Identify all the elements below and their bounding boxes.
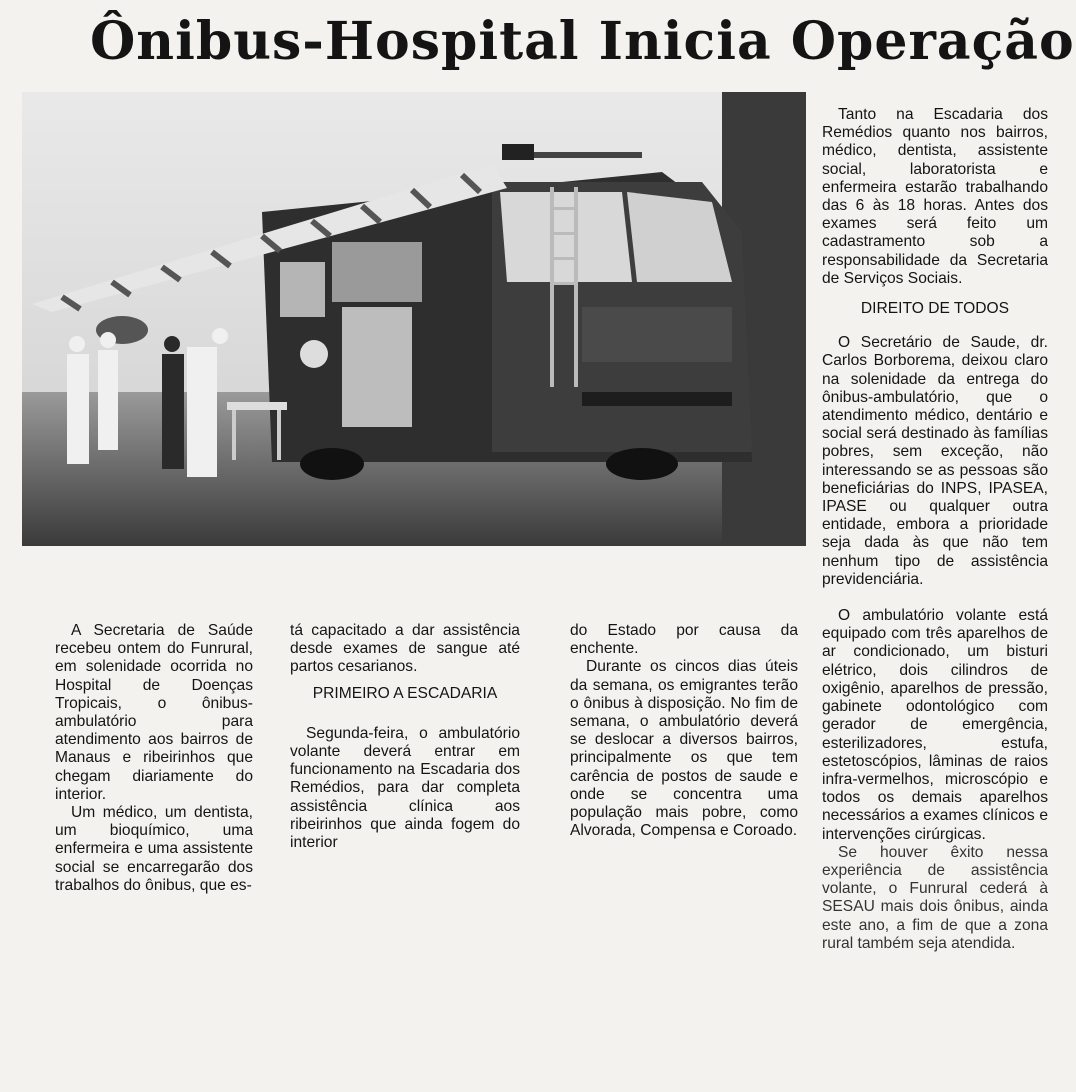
paragraph: Se houver êxito nessa experiência de assistência volante, o Funrural cederá à SESAU mais dois ônibus, ainda este ano, a fim de que a zona rural também seja atendida. xyxy=(822,843,1048,952)
paragraph: O ambulatório volante está equipado com três aparelhos de ar condicionado, um bisturi elétrico, dois cilindros de oxigênio, aparelhos de pressão, gabinete odontológico com gerador de emergência, esterilizadores, estufa, estetoscópios, lâminas de raios infra-vermelhos, microscópio e todos os demais aparelhos necessários a exames clínicos e intervenções cirúrgicas. xyxy=(822,607,1048,843)
section-heading: DIREITO DE TODOS xyxy=(860,300,1010,318)
paragraph: do Estado por causa da enchente. xyxy=(570,622,798,658)
article-column-3 xyxy=(570,622,798,840)
paragraph: Tanto na Escadaria dos Remédios quanto nos bairros, médico, dentista, assistente social, laboratorista e enfermeira estarão trabalhando das 6 às 18 horas. Antes dos exames será feito um cadastramento sob a responsabilidade da Secretaria de Serviços Sociais. xyxy=(822,106,1048,287)
article-column-4 xyxy=(822,106,1048,971)
paragraph: A Secretaria de Saúde recebeu ontem do Funrural, em solenidade ocorrida no Hospital de Doenças Tropicais, o ônibus-ambulatório para atendimento aos bairros de Manaus e ribeirinhos que chegam diariamente do interior. xyxy=(55,622,253,803)
paragraph: Durante os cincos dias úteis da semana, os emigrantes terão o ônibus à disposição. No fim de semana, o ambulatório deverá se deslocar a diversos bairros, principalmente os que tem carência de postos de saude e onde se concentra uma população mais pobre, como Alvorada, Compensa e Coroado. xyxy=(570,658,798,840)
paragraph: O Secretário de Saude, dr. Carlos Borborema, deixou claro na solenidade da entrega do ônibus-ambulatório, que o atendimento médico, dentário e social será destinado às famílias pobres, sem exceção, não interessando se as pessoas são beneficiárias do INPS, IPASEA, IPASE ou qualquer outra entidade, embora a prioridade seja dada às que não tem nenhum tipo de assistência previdenciária. xyxy=(822,334,1048,588)
section-heading: PRIMEIRO A ESCADARIA xyxy=(312,684,498,702)
paragraph: tá capacitado a dar assistência desde exames de sangue até partos cesarianos. xyxy=(290,622,520,676)
paragraph: Um médico, um dentista, um bioquímico, uma enfermeira e uma assistente social se encarregarão dos trabalhos do ônibus, que es- xyxy=(55,804,253,894)
paragraph: Segunda-feira, o ambulatório volante deverá entrar em funcionamento na Escadaria dos Remédios, para dar completa assistência clínica aos ribeirinhos que ainda fogem do interior xyxy=(290,724,520,852)
headline: Ônibus-Hospital Inicia Operação xyxy=(90,11,1075,72)
bus-photo xyxy=(22,92,806,546)
article-column-1 xyxy=(55,622,253,895)
bus-photo-icon xyxy=(22,92,806,546)
article-column-2 xyxy=(290,622,520,852)
